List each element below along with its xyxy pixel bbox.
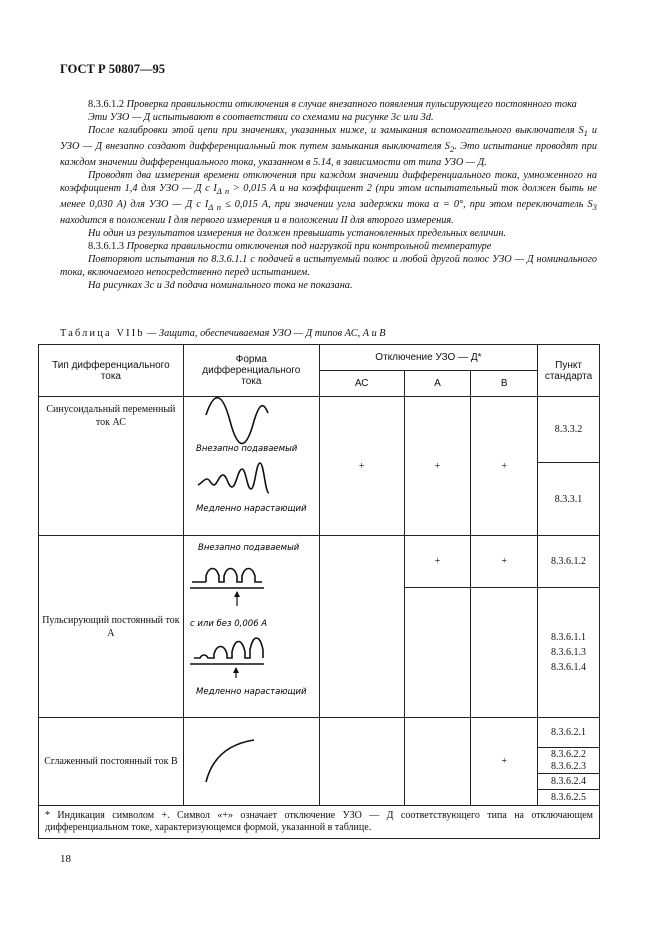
label-slow: Медленно нарастающий [195,687,307,697]
protection-table [38,344,600,839]
table-footnote: * Индикация символом +. Символ «+» означает отключение УЗО — Д соответствующего типа на отключающем дифференциальном токе, характеризующемся формой, указанной в таблице. [39,806,600,839]
clause-cell: 8.3.6.2.1 [538,718,600,748]
page-number: 18 [60,853,71,865]
cell-ac-trip: + [319,397,404,536]
sinusoidal-waveform-icon [184,397,319,525]
paragraph: Ни один из результатов измерения не должен превышать установленных предельных величин. [88,228,507,240]
row-type-smoothed: Сглаженный постоянный ток В [39,718,184,806]
paragraph [60,98,597,111]
clause-cell: 8.3.6.2.4 [538,774,600,790]
label-slow: Медленно нарастающий [195,504,307,514]
pulsating-waveform-icon [184,536,319,714]
waveform-pulsating [183,536,319,718]
clause-number: 8.3.6.1.2 [88,99,125,110]
cell-b-trip: + [471,536,538,588]
clause-title: Проверка правильности отключения под нагрузкой при контрольной температуре [126,241,492,253]
clause-number: 8.3.6.1.3 [88,241,125,253]
table-title: — Защита, обеспечиваемая УЗО — Д типов АС, А и В [144,328,386,339]
waveform-smoothed [183,718,319,806]
paragraph: На рисунках 3c и 3d подача номинального тока не показана. [88,280,353,292]
paragraph: После калибровки этой цепи при значениях, указанных ниже, и замыкания вспомогательного выключателя $S_1$ и УЗО — Д внезапно создают дифференциальный ток путем замыкания выключателя $S_2$. Это испытание проводят при каждом значении дифференциального тока, указанном в 5.14, в зависимости от типа УЗО — Д. [60,125,597,169]
header-ac: АС [319,371,404,397]
cell-ac-trip [319,536,404,718]
row-type-ac: Синусоидальный переменный ток АС [39,397,184,536]
cell-a-empty [404,718,471,806]
smoothed-dc-waveform-icon [184,720,319,800]
cell-a-trip: + [404,397,471,536]
clause-cell: 8.3.3.1 [538,463,600,536]
clause-cell: 8.3.6.2.3 [538,761,600,774]
waveform-ac [183,397,319,536]
cell-b-empty [471,588,538,718]
clause-cell: 8.3.6.2.5 [538,790,600,806]
header-form: Форма дифференциального тока [183,345,319,397]
cell-b-trip: + [471,718,538,806]
cell-b-trip: + [471,397,538,536]
table-label: Таблица VIIb [60,328,145,339]
clause-cell: 8.3.6.2.2 [538,748,600,761]
cell-ac-empty [319,718,404,806]
table-caption [60,328,386,339]
clause-title: Проверка правильности отключения в случае внезапного появления пульсирующего постоянного тока [126,99,577,110]
clause-cell: 8.3.3.2 [538,397,600,463]
label-with-without: с или без 0,006 А [189,619,267,629]
paragraph: Повторяют испытания по 8.3.6.1.1 с подачей в испытуемый полюс и любой другой полюс УЗО — Д номинального тока, включаемого непосредственно перед испытанием. [60,254,597,279]
label-sudden: Внезапно подаваемый [197,543,300,553]
header-trip: Отключение УЗО — Д* [319,345,537,371]
paragraph: Проводят два измерения времени отключения при каждом значении дифференциального тока, умноженного на коэффициент 1,4 для УЗО — Д с $I_{\Delta n} > 0,015$ A и на коэффициент 2 (при этом испытательный ток должен быть не менее 0,030 A) для УЗО — Д с $I_{\Delta n} \le 0,015$ A, при значении угла задержки тока α = 0°, при этом переключатель $S_3$ находится в положении I для первого измерения и в положении II для второго измерения. [60,170,597,227]
clause-cell: 8.3.6.1.1 8.3.6.1.3 8.3.6.1.4 [538,588,600,718]
row-type-pulsating: Пульсирующий постоянный ток А [39,536,184,718]
clause-cell: 8.3.6.1.2 [538,536,600,588]
cell-a-empty [404,588,471,718]
header-type: Тип дифференциального тока [39,345,184,397]
header-clause: Пункт стандарта [538,345,600,397]
label-sudden: Внезапно подаваемый [195,444,298,454]
cell-a-trip: + [404,536,471,588]
document-header: ГОСТ Р 50807—95 [60,62,166,76]
paragraph: Эти УЗО — Д испытывают в соответствии со схемами на рисунке 3c или 3d. [88,112,434,123]
header-a: А [404,371,471,397]
header-b: В [471,371,538,397]
paragraph [60,240,597,253]
body-text [60,98,597,292]
